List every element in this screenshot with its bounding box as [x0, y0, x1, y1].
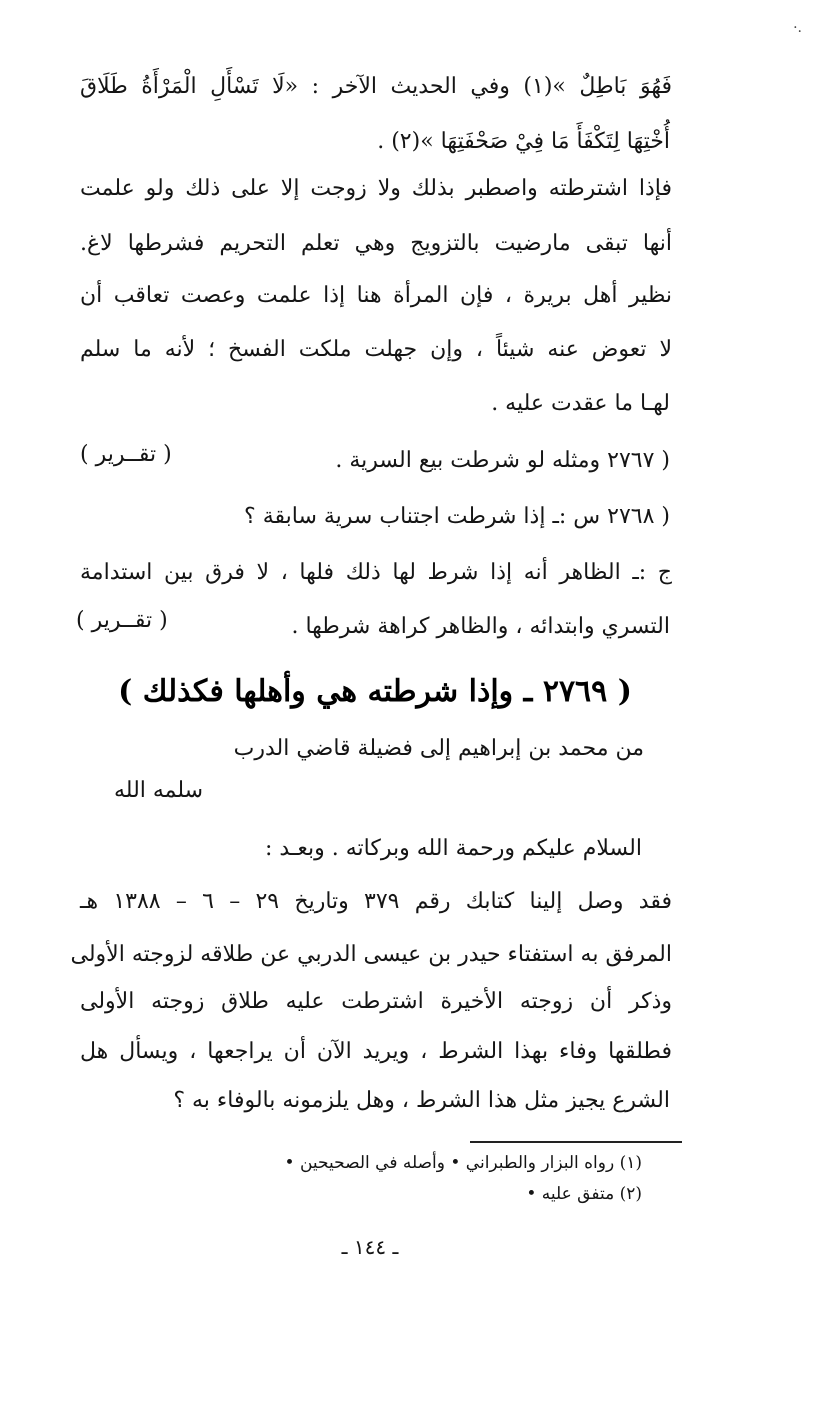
- body-line-1: فَهُوَ بَاطِلٌ »(١) وفي الحديث الآخر : «لَا تَسْأَلِ الْمَرْأَةُ طَلَاقَ: [80, 74, 672, 99]
- letter-body-line-1: فقد وصل إلينا كتابك رقم ٣٧٩ وتاريخ ٢٩ – ٦ – ١٣٨٨ هـ: [80, 889, 672, 914]
- body-line-7: لهـا ما عقدت عليه .: [491, 391, 670, 416]
- body-line-5: نظير أهل بريرة ، فإن المرأة هنا إذا علمت وعصت تعاقب أن: [80, 283, 672, 308]
- letter-body-line-4: فطلقها وفاء بهذا الشرط ، ويريد الآن أن يراجعها ، ويسأل هل: [80, 1039, 672, 1064]
- letter-from-line: من محمد بن إبراهيم إلى فضيلة قاضي الدرب: [233, 736, 644, 761]
- page-number: ـ ١٤٤ ـ: [341, 1235, 399, 1259]
- body-line-2: أُخْتِهَا لِتَكْفَأَ مَا فِيْ صَحْفَتِهَا »(٢) .: [377, 129, 670, 154]
- item-2767-source-tag: ( تقــرير ): [80, 442, 172, 467]
- footnote-1: (١) رواه البزار والطبراني • وأصله في الصحيحين •: [284, 1153, 642, 1173]
- letter-body-line-2: المرفق به استفتاء حيدر بن عيسى الدربي عن طلاقه لزوجته الأولى: [70, 942, 672, 967]
- item-2767: ( ٢٧٦٧ ومثله لو شرطت بيع السرية .: [335, 448, 670, 473]
- item-2768-question: ( ٢٧٦٨ س :ـ إذا شرطت اجتناب سرية سابقة ؟: [244, 504, 670, 529]
- body-line-6: لا تعوض عنه شيئاً ، وإن جهلت ملكت الفسخ ؛ لأنه ما سلم: [80, 337, 672, 362]
- item-2768-source-tag: ( تقــرير ): [76, 608, 168, 633]
- letter-salutation-tail: سلمه الله: [114, 778, 204, 803]
- item-2768-answer-line-2: التسري وابتدائه ، والظاهر كراهة شرطها .: [291, 614, 670, 639]
- letter-body-line-5: الشرع يجيز مثل هذا الشرط ، وهل يلزمونه بالوفاء به ؟: [173, 1088, 670, 1113]
- section-heading-2769: ( ٢٧٦٩ ـ وإذا شرطته هي وأهلها فكذلك ): [118, 674, 632, 709]
- letter-greeting: السلام عليكم ورحمة الله وبركاته . وبعـد :: [265, 836, 642, 861]
- body-line-4: أنها تبقى مارضيت بالتزويج وهي تعلم التحريم فشرطها لاغ.: [80, 231, 672, 256]
- footnote-separator: [470, 1141, 682, 1143]
- body-line-3: فإذا اشترطته واصطبر بذلك ولا زوجت إلا على ذلك ولو علمت: [80, 176, 672, 201]
- item-2768-answer-line-1: ج :ـ الظاهر أنه إذا شرط لها ذلك فلها ، لا فرق بين استدامة: [80, 560, 672, 585]
- scan-speck: ·.: [793, 20, 802, 36]
- footnote-2: (٢) متفق عليه •: [526, 1184, 642, 1204]
- letter-body-line-3: وذكر أن زوجته الأخيرة اشترطت عليه طلاق زوجته الأولى: [80, 989, 672, 1014]
